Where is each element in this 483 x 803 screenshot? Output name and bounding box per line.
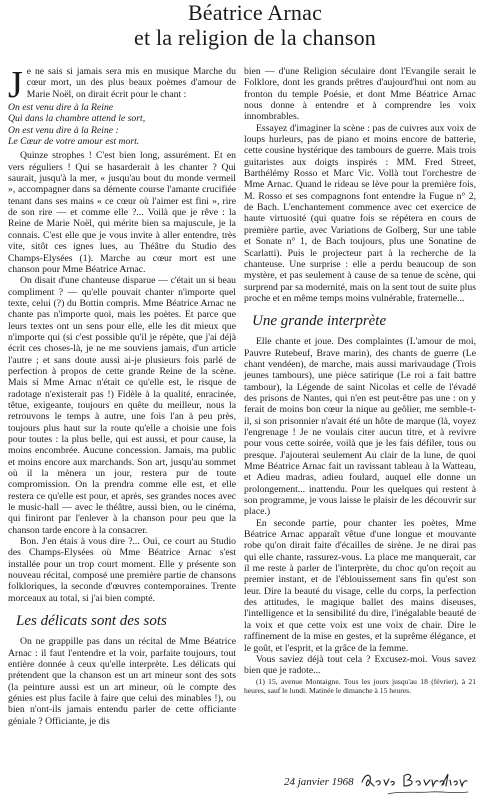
headline-line-2: et la religion de la chanson: [133, 25, 376, 50]
signature-scrawl: [358, 770, 480, 798]
body-paragraph: Essayez d'imaginer la scène : pas de cuivres aux voix de loups hurleurs, pas de piano et moins encore de batterie, cette cousine hystérique des tambours de guerre. Mais trois guitaristes aux doigts inspirés : MM. Fred Street, Barthélémy Rosso et Marc Vic. Vollà tout l'orchestre de Mme Arnac. Quand le rideau se lève pour la première fois, M. Rosso et ses compagnons font entendre la Fugue n° 2, de Bach. L'enchantement commence avec cet exercice de haute virtuosité (qui quatre fois se répétera en cours de première partie, avec Variations de Golberg, Sur une table et Sonate n° 1, de Bach toujours, plus une Sonatine de Scarlatti). Puis le projecteur part à la recherche de la chanteuse. Une surprise : elle a perdu beaucoup de son mystère, et pas seulement à cause de sa tenue de scène, qui surprend par sa modernité, mais on la sent tout de suite plus proche et en même temps moins vulnérable, fraternelle...: [244, 122, 476, 304]
body-paragraph: Quinze strophes ! C'est bien long, assurément. Et en vers réguliers ! Qui se hasarderait à les chanter ? Qui saurait, jusqu'à la mer, « jusqu'au bout du monde vermeil », accompagner dans sa démente course l'amante crucifiée tenant dans ses mains « ce cœur où l'aimer est fini », rire de son rire — et comme elle ?... Voilà que je rêve : la Reine de Marie Noël, qui mérite bien sa majuscule, je la connais. C'est elle que je vous invite à aller entendre, très vite, sitôt ces ignes lues, au Théâtre du Studio des Champs-Elysées (1). Marche au cœur mort est une chanson pour Mme Béatrice Arnac.: [8, 150, 236, 275]
article-headline: [90, 0, 420, 50]
left-column: [8, 66, 236, 727]
dateline: 24 janvier 1968: [284, 776, 354, 788]
poem-quote: [8, 102, 236, 147]
poem-line-2: Qui dans la chambre attend le sort,: [8, 113, 146, 125]
section-subheading: Les délicats sont des sots: [16, 613, 167, 630]
body-paragraph: Vous saviez déjà tout cela ? Excusez-moi. Vous savez bien que je radote...: [244, 653, 476, 677]
poem-line-3: On est venu dire à la Reine :: [8, 124, 119, 136]
body-paragraph: Elle chante et joue. Des complaintes (L'amour de moi, Pauvre Rutebeuf, Brave marin), des chants de guerre (Le chant vendéen), de marche, mais aussi marivaudage (Trois jeunes tambours), une pièce satirique (Le roi a fait battre tambour), la Légende de saint Nicolas et celle de l'évadé des prisons de Nantes, qui n'en est peut-être pas une : on y ferait de moins bon cœur la nique au geôlier, me semble-t-il, si son prisonnier n'avait été un hôte de marque (là, voyez l'engrenage ! Je ne voulais citer aucun titre, et à revivre pour vous cette soirée, voilà que je les fais défiler, tous ou presque. J'ajouterai seulement Au clair de la lune, de quoi Mme Béatrice Arnac fait un ravissant tableau à la Watteau, et Adieu madras, adieu foulard, auquel elle donne un prolongement... inattendu. Pour les quelques qui restent à son programme, je vous laisse le plaisir de les découvrir sur place.): [244, 336, 476, 518]
body-paragraph: bien — d'une Religion séculaire dont l'Evangile serait le Folklore, dont les grands prêtres d'aujourd'hui ont nom au fronton du temple Poésie, et dont Mme Béatrice Arnac nous donne à entendre et à comprendre les voix innombrables.: [244, 66, 476, 123]
intro-text: e ne sais si jamais sera mis en musique Marche du cœur mort, un des plus beaux poèmes d'amour de Marie Noël, on dirait écrit pour le chant :: [26, 66, 236, 100]
body-paragraph: On disait d'une chanteuse disparue — c'était un si beau compliment ? — qu'elle pouvait chanter n'importe quel texte, celui (?) du Bottin compris. Mme Béatrice Arnac ne chante pas n'importe quoi, mais les poètes. Et parce que leurs textes ont un sens pour elle, elle les dit mieux que n'importe qui (si c'est possible qu'il je répète, que j'ai déjà écrit ces choses-là, je ne me souviens jamais, d'un article l'autre ; et sans doute aussi ai-je plusieurs fois parlé de perfection à propos de cette grande Reine de la scène. Mais si Mme Arnac n'était ce qu'elle est, le risque de radotage n'existerait pas !) Fidèle à la qualité, enracinée, têtue, exigeante, toujours en quête du meilleur, nous la retrouvons le temps à autre, une fois l'an à peu près, toujours plus haut sur la route qu'elle a choisie une fois pour toutes : la plus belle, qui est aussi, et pour cause, la moins encombrée. Aucune concession. Jamais, ma public et moins encore aux marchands. Son art, jusqu'au sommet où il la mènera un jour, restera pur de toute compromission. On la prendra comme elle est, et elle restera ce qu'elle est pour, et après, ses grandes noces avec le music-hall — avec le théâtre, aussi bien, ou le cinéma, qui finiront par l'enlever à la chanson pour peu que la chanson tarde encore à la consacrer.: [8, 275, 236, 536]
body-paragraph: En seconde partie, pour chanter les poètes, Mme Béatrice Arnac apparaît vêtue d'une longue et mouvante robe qu'on dirait faite d'écailles de sirène. Je ne dirai pas qui elle chante, rassurez-vous. La place me manquerait, car il me reste à parler de l'interprète, du choc qu'on reçoit au premier instant, et de l'éblouissement sans fin qu'est son leur. Dire la beauté du visage, celle du corps, la perfection des attitudes, le magique ballet des mains diseuses, l'intelligence et la sensibilité du dire, l'inégalable beauté de la voix et que cette voix est une voix de chair. Dire le raffinement de la mise en gestes, et la suprême élégance, et le goût, et l'esprit, et la grâce de la femme.: [244, 517, 476, 654]
body-paragraph: On ne grappille pas dans un récital de Mme Béatrice Arnac : il faut l'entendre et la voir, parfaite toujours, tout entière donnée à ceux qu'elle interprète. Les délicats qui prétendent que la chanson est un art mineur sont des sots (la peinture aussi est un art mineur, où le compte des génies est plus facile à faire que celui des minables !), ou bien n'ont-ils jamais entendu parler de cette officiante géniale ? Officiante, je dis: [8, 636, 236, 727]
headline-line-1: Béatrice Arnac: [187, 0, 323, 25]
footnote: (1) 15, avenue Montaigne. Tous les jours jusqu'au 18 (février), à 21 heures, sauf le lundi. Matinée le dimanche à 15 heures.: [244, 676, 476, 695]
poem-line-1: On est venu dire à la Reine: [8, 102, 114, 114]
intro-paragraph: [8, 64, 236, 106]
section-subheading: Une grande interprète: [252, 313, 387, 330]
handwritten-signature: [358, 770, 480, 798]
poem-line-4: Le Cœur de votre amour est mort.: [8, 136, 140, 148]
right-column: [244, 66, 476, 695]
body-paragraph: Bon. J'en étais à vous dire ?... Oui, ce court au Studio des Champs-Elysées où Mme Béatrice Arnac s'est installée pour un trop court moment. Elle y présente son nouveau récital, composé une première partie de chansons folkloriques, la seconde d'œuvres contemporaines. Trente morceaux au total, si j'ai bien compté.: [8, 536, 236, 604]
drop-cap: J: [8, 64, 23, 106]
